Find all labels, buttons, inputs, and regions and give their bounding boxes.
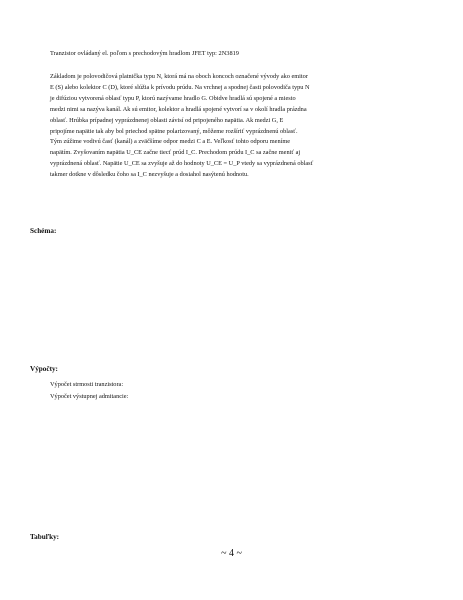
paragraph-line: pripojíme napätie tak aby bol priechod spätne polarizovaný, môžeme rozšíriť vyprázdnenú oblasť. [50,127,298,135]
paragraph-line: Základom je polovodičová platnička typu N, ktorá má na oboch koncoch označené vývody ako emitor [50,73,308,80]
description-paragraph [50,72,410,181]
paragraph-line: takmer dotkne v dôsledku čoho sa I_C nezvyšuje a dosiahol nasýtenú hodnotu. [50,171,249,179]
paragraph-line: Tým zúžime vodivú časť (kanál) a zväčšíme odpor medzi C a E. Veľkosť tohto odporu meníme [50,138,291,146]
schema-heading: Schéma: [30,227,57,235]
paragraph-line: vyprázdnená oblasť. Napätie U_CE sa zvyšuje až do hodnoty U_CE = U_P vtedy sa vyprázdnená oblasť [50,160,314,168]
paragraph-line: medzi nimi sa nazýva kanál. Ak sú emitor, kolektor a hradlá spojené vytvorí sa v okolí hradla prázdna [50,105,307,113]
paragraph-line: napätím. Zvyšovaním napätia U_CE začne tiecť prúd I_C. Prechodom prúdu I_C sa začne meniť aj [50,149,301,157]
tables-heading: Tabuľky: [30,533,60,541]
calc-item-admittance: Výpočet výstupnej admitancie: [50,393,129,400]
calculations-heading: Výpočty: [30,365,58,373]
page-number: ~ 4 ~ [221,548,242,559]
calc-item-steepness: Výpočet strmosti tranzistora: [50,381,124,388]
paragraph-line: oblasť. Hrúbka prípadnej vyprázdnenej oblasti závisí od pripojeného napätia. Ak medzi G, E [50,116,284,124]
paragraph-line: E (S) alebo kolektor C (D), ktoré slúžia k prívodu prúdu. Na vrchnej a spodnej časti polovodiča typu N [50,83,310,91]
intro-line: Tranzistor ovládaný el. poľom s prechodovým hradlom JFET typ: 2N3819 [50,50,239,57]
paragraph-line: je difúziou vytvorená oblasť typu P, ktorú nazývame hradlo G. Obidve hradlá sú spojené a miesto [50,94,296,102]
